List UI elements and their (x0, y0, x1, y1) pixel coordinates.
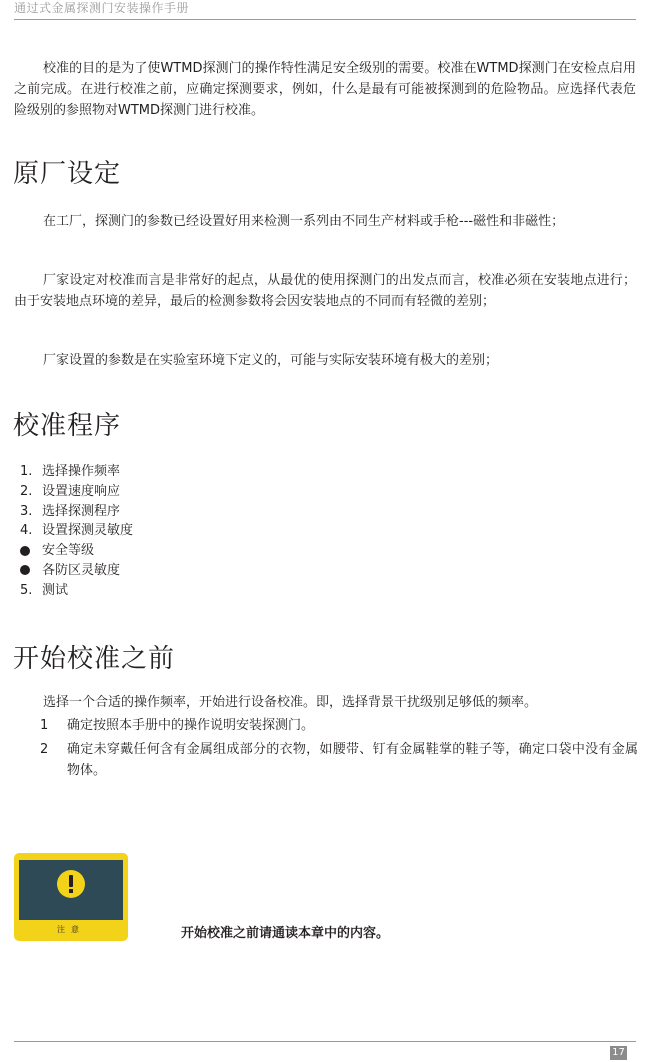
notice-badge (14, 853, 128, 941)
list-item (20, 581, 133, 601)
section-heading-calibration-procedure: 校准程序 (13, 411, 122, 441)
intro-paragraph: 校准的目的是为了使WTMD探测门的操作特性满足安全级别的需要。校准在WTMD探测门在安检点启用之前完成。在进行校准之前，应确定探测要求，例如，什么是最有可能被探测到的危险物品。应选择代表危险级别的参照物对WTMD探测门进行校准。 (14, 61, 636, 118)
calibration-steps-list (20, 462, 133, 601)
list-item (20, 462, 133, 482)
list-marker: 1. (20, 464, 33, 479)
list-item-text: 设置探测灵敏度 (42, 523, 134, 539)
bullet-icon (20, 561, 42, 581)
exclamation-icon (57, 870, 85, 898)
section-heading-factory-settings: 原厂设定 (13, 159, 122, 189)
step-text: 确定未穿戴任何含有金属组成部分的衣物，如腰带、钉有金属鞋掌的鞋子等，确定口袋中没有金属物体。 (67, 742, 638, 778)
list-marker: 4. (20, 523, 33, 539)
section-heading-before-calibration: 开始校准之前 (13, 644, 176, 674)
list-item-text: 选择探测程序 (42, 503, 121, 519)
header-divider (14, 19, 636, 20)
list-marker: 2. (20, 483, 33, 499)
step-number: 2 (40, 742, 49, 757)
list-item (20, 561, 133, 581)
bullet-icon (20, 541, 42, 561)
before-calibration-intro: 选择一个合适的操作频率，开始进行设备校准。即，选择背景干扰级别足够低的频率。 (43, 695, 538, 710)
list-item-text: 安全等级 (42, 543, 95, 559)
step-number: 1 (40, 718, 49, 733)
list-item-text: 测试 (42, 582, 69, 598)
list-marker: 3. (20, 503, 33, 519)
header-title: 通过式金属探测门安装操作手册 (14, 1, 190, 15)
list-item (20, 502, 133, 522)
list-item (20, 541, 133, 561)
list-item-text: 各防区灵敏度 (42, 562, 121, 578)
list-item (20, 521, 133, 541)
list-item (40, 739, 638, 781)
page-number: 17 (610, 1046, 627, 1060)
notice-label: 注意 (57, 925, 85, 934)
factory-paragraph-1: 在工厂，探测门的参数已经设置好用来检测一系列由不同生产材料或手枪---磁性和非磁性； (43, 214, 565, 229)
list-marker: 5. (20, 582, 33, 598)
factory-paragraph-2: 厂家设定对校准而言是非常好的起点，从最优的使用探测门的出发点而言，校准必须在安装地点进行；由于安装地点环境的差异，最后的检测参数将会因安装地点的不同而有轻微的差别； (14, 273, 636, 309)
step-text: 确定按照本手册中的操作说明安装探测门。 (67, 718, 315, 733)
before-calibration-steps (40, 715, 638, 784)
list-item-text: 设置速度响应 (42, 483, 121, 499)
factory-paragraph-3: 厂家设置的参数是在实验室环境下定义的，可能与实际安装环境有极大的差别； (43, 353, 499, 368)
notice-panel (19, 860, 123, 920)
list-item (20, 482, 133, 502)
list-item (40, 715, 638, 736)
notice-text: 开始校准之前请通读本章中的内容。 (181, 926, 390, 941)
footer-divider (14, 1041, 636, 1042)
list-item-text: 选择操作频率 (42, 464, 121, 479)
